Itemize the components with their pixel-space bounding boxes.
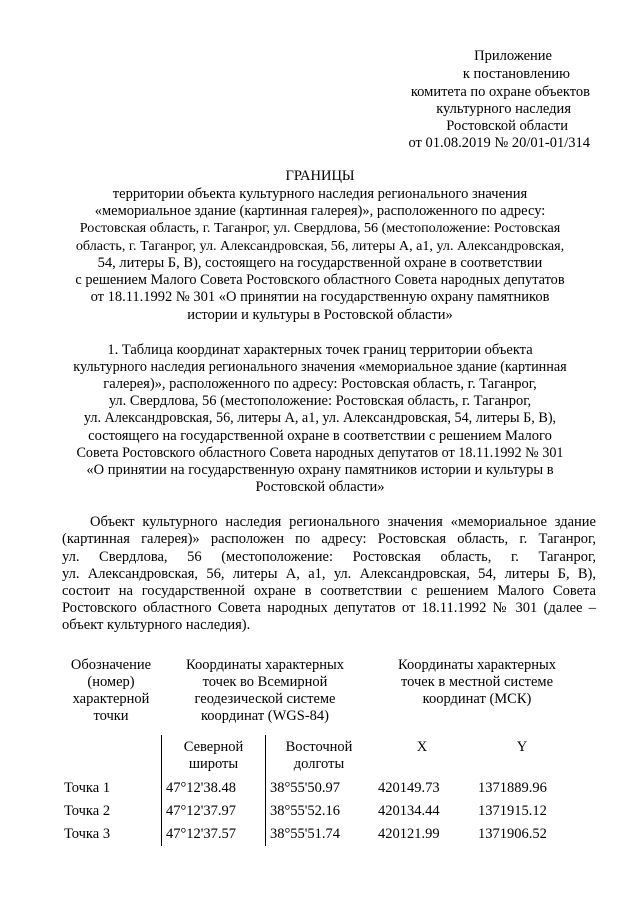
cell-north: 47°12'37.57 [166,826,237,842]
cell-x: 420121.99 [378,826,440,842]
appendix-line: Ростовской области [446,118,568,134]
subheader-east: долготы [293,756,345,772]
cell-y: 1371915.12 [478,803,547,819]
header-designation: характерной [72,691,150,707]
cell-y: 1371889.96 [478,780,547,796]
subheader-north: Северной [183,739,244,755]
header-wgs84: точек во Всемирной [202,674,328,690]
cell-point: Точка 1 [64,780,111,796]
cell-y: 1371906.52 [478,826,547,842]
paragraph-line: ул. Свердлова, 56 (местоположение: Ростовская область, г. Таганрог, [62,549,596,565]
paragraph-line: Ростовского областного Совета народных депутатов от 18.11.1992 № 301 (далее – [62,600,596,616]
header-designation: (номер) [87,674,135,690]
header-designation: Обозначение [70,657,152,673]
appendix-line: от 01.08.2019 № 20/01-01/314 [408,135,590,151]
heading-line: территории объекта культурного наследия регионального значения [112,186,528,202]
heading-line: «мемориальное здание (картинная галерея)», расположенного по адресу: [94,203,546,219]
paragraph-line: (картинная галерея)» расположен по адресу: Ростовская область, г. Таганрог, [62,531,596,547]
header-msk: Координаты характерных [398,657,556,673]
header-msk: координат (МСК) [422,691,532,707]
subheader-north: широты [188,756,239,772]
subheader-east: Восточной [285,739,353,755]
cell-point: Точка 2 [64,803,111,819]
paragraph-line: Объект культурного наследия регионального значения «мемориальное здание [90,514,596,530]
heading-line: с решением Малого Совета Ростовского областного Совета народных депутатов [75,272,565,288]
heading-line: область, г. Таганрог, ул. Александровская, 56, литеры А, а1, ул. Александровская, [75,238,565,254]
section-line: Ростовской области» [255,479,385,495]
appendix-line: Приложение [474,48,552,64]
paragraph-line: ул. Александровская, 56, литеры А, а1, ул. Александровская, 54, литеры Б, В), [62,566,596,582]
heading-line: от 18.11.1992 № 301 «О принятии на государственную охрану памятников [90,289,550,305]
document-title: ГРАНИЦЫ [285,168,355,184]
cell-point: Точка 3 [64,826,111,842]
cell-x: 420149.73 [378,780,440,796]
heading-line: Ростовская область, г. Таганрог, ул. Свердлова, 56 (местоположение: Ростовская [79,220,561,236]
cell-north: 47°12'37.97 [166,803,237,819]
header-wgs84: координат (WGS-84) [201,708,329,724]
appendix-line: комитета по охране объектов [410,84,590,100]
header-msk: точек в местной системе [400,674,554,690]
cell-east: 38°55'51.74 [270,826,341,842]
paragraph-line: объект культурного наследия). [62,617,251,633]
heading-line: 54, литеры Б, В), состоящего на государственной охране в соответствии [97,255,543,271]
section-line: 1. Таблица координат характерных точек границ территории объекта [107,342,533,358]
cell-east: 38°55'50.97 [270,780,341,796]
header-wgs84: Координаты характерных [186,657,344,673]
section-line: состоящего на государственной охране в соответствии с решением Малого [88,428,552,444]
cell-x: 420134.44 [378,803,440,819]
subheader-x: X [416,739,428,755]
header-designation: точки [93,708,129,724]
cell-east: 38°55'52.16 [270,803,341,819]
appendix-line: культурного наследия [436,101,571,117]
section-line: ул. Свердлова, 56 (местоположение: Ростовская область, г. Таганрог, [108,393,532,409]
subheader-y: Y [516,739,528,755]
section-line: галерея)», расположенного по адресу: Ростовская область, г. Таганрог, [103,376,537,392]
header-wgs84: геодезической системе [194,691,336,707]
paragraph-line: состоит на государственной охране в соответствии с решением Малого Совета [62,583,596,599]
section-line: «О принятии на государственную охрану памятников истории и культуры в [86,462,554,478]
heading-line: истории и культуры в Ростовской области» [187,307,453,323]
section-line: Совета Ростовского областного Совета народных депутатов от 18.11.1992 № 301 [76,445,564,461]
section-line: ул. Александровская, 56, литеры А, а1, ул. Александровская, 54, литеры Б, В), [83,410,557,426]
section-line: культурного наследия регионального значения «мемориальное здание (картинная [73,359,567,375]
cell-north: 47°12'38.48 [166,780,237,796]
appendix-line: к постановлению [462,66,570,82]
